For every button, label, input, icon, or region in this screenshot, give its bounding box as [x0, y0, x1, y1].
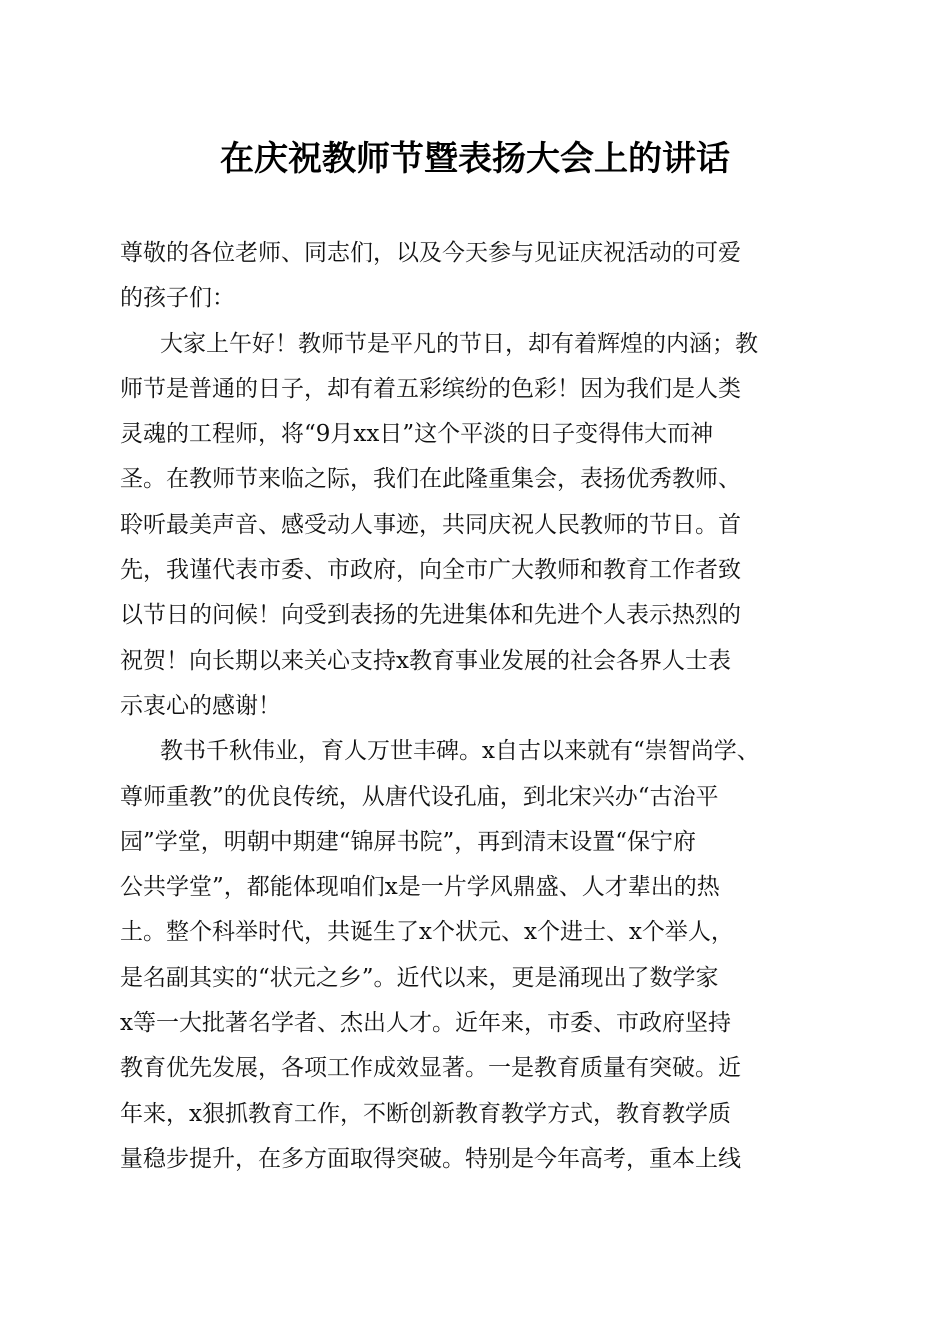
- text-line: 圣。在教师节来临之际，我们在此隆重集会，表扬优秀教师、: [120, 466, 741, 493]
- text-line: 教育优先发展，各项工作成效显著。一是教育质量有突破。近: [120, 1055, 741, 1082]
- text-line: 年来，x狠抓教育工作，不断创新教育教学方式，教育教学质: [120, 1100, 731, 1127]
- text-line: 祝贺！向长期以来关心支持x教育事业发展的社会各界人士表: [120, 647, 731, 674]
- text-line: 以节日的问候！向受到表扬的先进集体和先进个人表示热烈的: [120, 602, 741, 629]
- text-line: 灵魂的工程师，将“9月xx日”这个平淡的日子变得伟大而神: [120, 421, 714, 448]
- text-line: 示衷心的感谢！: [120, 692, 281, 719]
- text-line: 教书千秋伟业，育人万世丰碑。x自古以来就有“崇智尚学、: [160, 738, 760, 765]
- text-line: 量稳步提升，在多方面取得突破。特别是今年高考，重本上线: [120, 1145, 741, 1172]
- document-title: 在庆祝教师节暨表扬大会上的讲话: [220, 139, 730, 179]
- text-line: 园”学堂，明朝中期建“锦屏书院”，再到清末设置“保宁府: [120, 828, 697, 855]
- text-line: 聆听最美声音、感受动人事迹，共同庆祝人民教师的节日。首: [120, 511, 741, 538]
- text-line: 师节是普通的日子，却有着五彩缤纷的色彩！因为我们是人类: [120, 375, 741, 402]
- text-line: 的孩子们：: [120, 285, 235, 312]
- text-line: 是名副其实的“状元之乡”。近代以来，更是涌现出了数学家: [120, 964, 719, 991]
- text-line: 先，我谨代表市委、市政府，向全市广大教师和教育工作者致: [120, 557, 741, 584]
- text-line: 尊敬的各位老师、同志们，以及今天参与见证庆祝活动的可爱: [120, 240, 741, 266]
- text-line: 尊师重教”的优良传统，从唐代设孔庙，到北宋兴办“古治平: [120, 783, 719, 810]
- text-line: x等一大批著名学者、杰出人才。近年来，市委、市政府坚持: [120, 1010, 731, 1037]
- text-line: 公共学堂”，都能体现咱们x是一片学风鼎盛、人才辈出的热: [120, 874, 720, 901]
- text-line: 土。整个科举时代，共诞生了x个状元、x个进士、x个举人，: [120, 919, 734, 946]
- document-body: [120, 231, 828, 1182]
- text-line: 大家上午好！教师节是平凡的节日，却有着辉煌的内涵；教: [160, 330, 758, 357]
